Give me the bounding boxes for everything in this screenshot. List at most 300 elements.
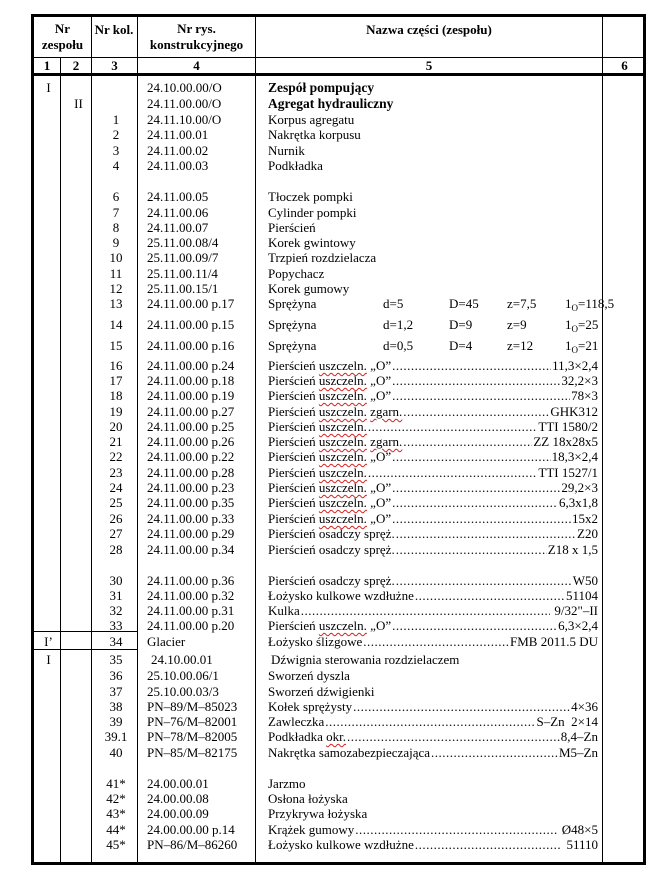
table-row [34,158,643,173]
nazwa-czesci [268,158,598,173]
spring-param-z: z=9 [507,317,527,332]
part-name-segment: Nakrętka korpusu [268,127,361,142]
colnum-4-label: 4 [193,57,200,73]
spring-param-d: d=1,2 [383,317,414,332]
nazwa-czesci [268,776,598,791]
nazwa-czesci [268,465,598,480]
part-spec-value: FMB 2011.5 DU [509,634,598,649]
nr-rysunku: 25.11.00.08/4 [147,235,219,250]
part-name [271,652,459,667]
header-nazwa-czesci-label: Nazwa części (zespołu) [366,22,492,37]
table-row [34,511,643,526]
nazwa-czesci [271,652,601,667]
part-name-segment: Sprężyna [268,296,317,311]
nr-kol: 32 [109,603,123,618]
nazwa-czesci [268,791,598,806]
part-name-segment: Pierścień [268,618,319,633]
table-row [34,465,643,480]
part-name-segment: Kołek sprężysty [268,699,353,714]
dot-leader [392,373,560,388]
spellcheck-flagged-word: uszczeln. [318,449,367,464]
part-name-segment: „O” [366,373,392,388]
length-subscript: O [571,303,578,313]
spring-param-z: z=12 [507,338,534,353]
nazwa-czesci [268,317,598,332]
table-row [34,205,643,220]
table-row [34,634,643,649]
nr-rysunku: 24.11.00.00 p.33 [147,511,235,526]
part-name-segment: Nakrętka samozabezpieczająca [268,745,431,760]
part-name-segment: Podkładka [268,158,323,173]
length-symbol: 1 [565,296,572,311]
part-name [268,699,352,714]
spellcheck-flagged-word: uszczeln. [318,618,367,633]
part-name-segment: Cylinder pompki [268,205,357,220]
table-row [34,776,643,791]
part-name-segment: Kulka [268,603,300,618]
nazwa-czesci [268,220,598,235]
spellcheck-flagged-word: zgarn. [370,434,403,449]
length-subscript: O [571,324,578,334]
part-name [268,511,391,526]
dot-leader [403,434,532,449]
nazwa-czesci [268,745,598,760]
part-name [268,158,323,173]
table-row [34,266,643,281]
part-spec-value: GHK312 [550,404,598,419]
nazwa-czesci [268,250,598,265]
table-row [34,388,643,403]
nr-rysunku: 24.11.00.00 p.36 [147,573,235,588]
part-name [268,776,306,791]
nazwa-czesci [268,434,598,449]
spellcheck-flagged-word: uszczeln. [318,419,367,434]
nr-rysunku: Glacier [147,634,186,649]
spring-param-D: D=4 [449,338,473,353]
part-spec-value: Z18 x 1,5 [547,542,598,557]
nr-kol: 25 [109,495,123,510]
nr-kol: 43* [106,806,126,821]
part-name-segment: „O” [366,511,392,526]
nr-kol: 16 [109,358,123,373]
colnum-1 [34,58,60,73]
part-name-segment: Pierścień [268,434,319,449]
part-name-segment: Sprężyna [268,317,317,332]
colnum-6-label: 6 [621,57,628,73]
nr-rysunku: 25.11.00.15/1 [147,281,219,296]
dot-leader [325,714,535,729]
nr-rysunku: 24.00.00.00 p.14 [147,822,235,837]
nr-kol: 4 [112,158,120,173]
nr-rysunku: PN–85/M–82175 [147,745,238,760]
part-name-segment: Sworzeń dyszla [268,668,350,683]
table-row [34,699,643,714]
part-name-segment: Tłoczek pompki [268,189,353,204]
dot-leader [301,603,550,618]
nr-rysunku: 24.11.00.00 p.20 [147,618,235,633]
nr-kol: 44* [106,822,126,837]
part-name-segment: Łożysko kulkowe wzdłużne [268,588,414,603]
nr-zespolu-2: II [74,96,83,111]
nazwa-czesci [268,127,598,142]
colnum-4 [138,58,255,73]
part-name-segment: Pierścień [268,419,319,434]
dot-leader [392,511,571,526]
nr-rysunku: 24.11.00.00 p.16 [147,338,235,353]
nazwa-czesci [268,419,598,434]
length-value: =118,5 [578,296,615,311]
nazwa-czesci [268,837,598,852]
nr-zespolu-1: I’ [44,634,53,649]
header-nr-zespolu [34,17,91,57]
nr-rysunku: 24.11.00.00/O [147,96,222,111]
table-row [34,281,643,296]
part-name [268,465,367,480]
part-name-segment: Pierścień [268,373,319,388]
part-name [268,791,348,806]
nr-rysunku: 24.10.00.01 [151,652,213,667]
spellcheck-flagged-word: uszczeln. [318,434,367,449]
nr-kol: 9 [112,235,120,250]
table-row [34,96,643,111]
table-row [34,791,643,806]
group-separator-bottom [34,649,137,650]
part-spec-value: 4×36 [571,699,598,714]
nr-kol: 26 [109,511,123,526]
length-value: =21 [578,338,599,353]
part-name [268,542,395,557]
nr-kol: 18 [109,388,123,403]
nr-kol: 14 [109,317,123,332]
nr-rysunku: 24.11.00.00 p.27 [147,404,235,419]
nr-rysunku: 24.00.00.01 [147,776,209,791]
part-name-segment: Pierścień [268,220,316,235]
part-name [268,220,316,235]
table-row [34,745,643,760]
nr-kol: 13 [109,296,123,311]
nr-kol: 38 [109,699,123,714]
nr-rysunku: 24.11.00.00 p.19 [147,388,235,403]
dot-leader [392,449,551,464]
part-name-segment: „O” [366,358,392,373]
colnum-5 [256,58,602,73]
part-name [268,358,391,373]
length-symbol: 1 [565,338,572,353]
table-row [34,588,643,603]
nr-rysunku: 24.11.00.00 p.24 [147,358,235,373]
nr-rysunku: 24.11.00.00 p.29 [147,526,235,541]
nr-rysunku: 24.11.00.00 p.25 [147,419,235,434]
spellcheck-flagged-word: uszczeln. [318,465,367,480]
nr-rysunku: 24.11.00.05 [147,189,209,204]
part-name [268,668,350,683]
table-row [34,358,643,373]
table-row [34,495,643,510]
part-name-segment: Pierścień [268,358,319,373]
nr-kol: 6 [112,189,120,204]
nr-rysunku: 24.11.00.00 p.35 [147,495,235,510]
part-name-segment: Pierścień osadczy spręż. [268,542,395,557]
table-row [34,189,643,204]
part-spec-value: Z20 [577,526,598,541]
nr-kol: 8 [112,220,120,235]
dot-leader [392,388,570,403]
part-name-segment: „O” [366,388,392,403]
part-spec-value: 32,2×3 [561,373,598,388]
part-name-segment: Trzpień rozdzielacza [268,250,377,265]
nazwa-czesci [268,205,598,220]
length-symbol: 1 [565,317,572,332]
nazwa-czesci [268,80,598,95]
table-row [34,684,643,699]
nr-kol: 19 [109,404,123,419]
nr-rysunku: 24.11.00.00 p.17 [147,296,235,311]
nazwa-czesci [268,266,598,281]
table-row [34,822,643,837]
part-name-segment: Pierścień osadczy spręż. [268,526,395,541]
part-spec-value: W50 [572,573,598,588]
part-name [268,588,414,603]
part-name-segment: Popychacz [268,266,325,281]
part-name [268,189,353,204]
part-name-segment: „O” [366,449,392,464]
part-name-segment: Pierścień [268,465,319,480]
nr-kol: 33 [109,618,123,633]
part-name [268,495,391,510]
table-row [34,434,643,449]
part-spec-value: 18,3×2,4 [551,449,598,464]
part-spec-value: 78×3 [571,388,598,403]
spring-param-length [565,317,598,332]
nr-kol: 37 [109,684,123,699]
dot-leader [431,745,558,760]
nazwa-czesci [268,634,598,649]
nr-rysunku: 24.11.00.00 p.26 [147,434,235,449]
spring-param-D: D=9 [449,317,473,332]
part-name [268,684,375,699]
part-name-segment: Osłona łożyska [268,791,348,806]
header-nazwa-czesci [256,17,602,43]
nr-rysunku: 25.11.00.09/7 [147,250,219,265]
nr-kol: 35 [109,652,123,667]
nr-rysunku: 24.11.00.06 [147,205,209,220]
nr-rysunku: 24.10.00.00/O [147,80,222,95]
table-row [34,373,643,388]
table-row [34,526,643,541]
part-name-segment: Podkładka [268,729,327,744]
length-value: =25 [578,317,599,332]
nazwa-czesci [268,112,598,127]
nazwa-czesci [268,373,598,388]
table-row [34,573,643,588]
spellcheck-flagged-word: uszczeln. [318,511,367,526]
part-spec-value: ZZ 18x28x5 [533,434,598,449]
nazwa-czesci [268,526,598,541]
part-name-segment: Nurnik [268,143,305,158]
dot-leader [347,729,560,744]
part-name [268,618,391,633]
nazwa-czesci [268,358,598,373]
part-name-segment: Sworzeń dźwigienki [268,684,375,699]
nr-rysunku: 24.11.00.00 p.15 [147,317,235,332]
nazwa-czesci [268,806,598,821]
nr-rysunku: 25.10.00.06/1 [147,668,219,683]
dot-leader [392,358,551,373]
spring-param-d: d=0,5 [383,338,414,353]
nr-kol: 23 [109,465,123,480]
part-name [268,449,391,464]
length-subscript: O [571,345,578,355]
nr-kol: 12 [109,281,123,296]
part-name [268,373,391,388]
part-spec-value: S–Zn 2×14 [536,714,598,729]
table-row [34,80,643,95]
spellcheck-flagged-word: uszczeln. [318,480,367,495]
nr-rysunku: 25.11.00.11/4 [147,266,218,281]
part-name-segment: Jarzmo [268,776,306,791]
part-name [268,388,391,403]
nazwa-czesci [268,588,598,603]
table-row [34,143,643,158]
nr-rysunku: 24.11.10.00/O [147,112,222,127]
nazwa-czesci [268,96,598,111]
dot-leader [403,404,549,419]
dot-leader [392,480,560,495]
table-row [34,837,643,852]
header-nr-rys-line2: konstrukcyjnego [149,37,244,52]
nazwa-czesci [268,404,598,419]
part-name [268,806,367,821]
part-name [268,573,395,588]
part-name-segment: Korpus agregatu [268,112,355,127]
table-row [34,618,643,633]
nazwa-czesci [268,296,615,313]
nr-kol: 20 [109,419,123,434]
dot-leader [368,465,538,480]
nr-kol: 1 [112,112,120,127]
nr-rysunku: 25.10.00.03/3 [147,684,219,699]
nr-rysunku: 24.11.00.00 p.31 [147,603,235,618]
nr-kol: 10 [109,250,123,265]
table-row [34,250,643,265]
part-name-segment: „O” [366,618,392,633]
nr-kol: 39.1 [104,729,128,744]
nr-rysunku: PN–89/M–85023 [147,699,238,714]
table-row [34,806,643,821]
spring-param-D: D=45 [449,296,479,311]
colnum-1-label: 1 [43,57,51,73]
nr-rysunku: 24.00.00.08 [147,791,209,806]
table-row [34,338,643,353]
nr-rysunku: 24.11.00.01 [147,127,209,142]
nazwa-czesci [268,235,598,250]
part-name-segment: Łożysko ślizgowe [268,634,363,649]
part-name [268,112,354,127]
dot-leader [392,495,558,510]
nr-kol: 15 [109,338,123,353]
nazwa-czesci [268,618,598,633]
nr-kol: 3 [112,143,120,158]
part-name [268,822,354,837]
part-name [268,338,316,353]
nazwa-czesci [268,338,598,353]
nr-kol: 22 [109,449,123,464]
nr-kol: 21 [109,434,123,449]
part-name [268,235,356,250]
part-name [268,480,391,495]
nazwa-czesci [268,143,598,158]
dot-leader [396,542,547,557]
header-nr-zespolu-line1: Nr [54,21,71,36]
nr-kol: 39 [109,714,123,729]
nr-kol: 36 [109,668,123,683]
part-spec-value: TTI 1527/1 [538,465,598,480]
part-spec-value: 11,3×2,4 [552,358,598,373]
part-spec-value: 6,3x1,8 [559,495,598,510]
part-name [268,714,324,729]
nazwa-czesci [268,542,598,557]
nr-kol: 27 [109,526,123,541]
table-row [34,480,643,495]
nr-kol: 24 [109,480,123,495]
nazwa-czesci [268,714,598,729]
nr-zespolu-1: I [46,652,51,667]
part-name [268,419,367,434]
nr-rysunku: 24.11.00.00 p.28 [147,465,235,480]
nazwa-czesci [268,603,598,618]
part-name [268,745,430,760]
header-nr-rys-line1: Nr rys. [177,21,216,36]
spellcheck-flagged-word: uszczeln. [318,373,367,388]
colnum-3 [92,58,137,73]
part-name-segment: Pierścień osadczy spręż. [268,573,395,588]
part-spec-value: 15x2 [572,511,598,526]
table-row [34,296,643,311]
spellcheck-flagged-word: uszczeln. [318,495,367,510]
header-nr-rys [138,17,255,57]
nr-zespolu-1: I [46,80,51,95]
table-row [34,603,643,618]
part-name [268,205,356,220]
header-thick-divider [34,73,643,76]
nr-kol: 7 [112,205,120,220]
dot-leader [396,573,572,588]
table-row [34,652,643,667]
colnum-6 [603,58,646,73]
nr-kol: 11 [109,266,123,281]
spring-param-z: z=7,5 [507,296,537,311]
part-spec-value: 6,3×2,4 [558,618,598,633]
part-name [268,281,349,296]
nr-rysunku: PN–78/M–82005 [147,729,238,744]
part-name-segment: Przykrywa łożyska [268,806,368,821]
nr-rysunku: 24.11.00.00 p.22 [147,449,235,464]
part-name-segment: Zawleczka [268,714,325,729]
dot-leader [368,419,538,434]
header-nr-kol [91,17,137,43]
table-row [34,449,643,464]
nazwa-czesci [268,684,598,699]
nazwa-czesci [268,729,598,744]
nr-rysunku: PN–76/M–82001 [147,714,238,729]
dot-leader [363,634,509,649]
part-name [268,634,362,649]
dot-leader [392,618,557,633]
nr-rysunku: 24.11.00.00 p.34 [147,542,235,557]
table-row [34,317,643,332]
spring-param-d: d=5 [383,296,404,311]
nazwa-czesci [268,189,598,204]
